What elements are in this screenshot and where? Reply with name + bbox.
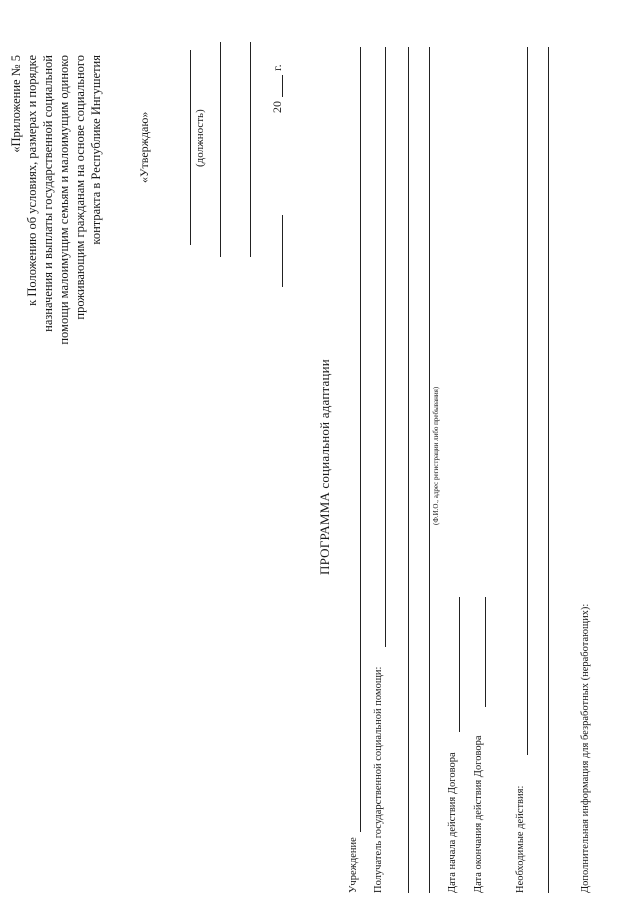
contract-end-line (485, 597, 486, 707)
contract-start-label: Дата начала действия Договора (447, 752, 458, 893)
appendix-number: «Приложение № 5 (9, 55, 23, 153)
approval-date-day-line (282, 215, 283, 287)
approval-year-line (282, 75, 283, 97)
approval-year-suffix: г. (270, 64, 284, 71)
recipient-line-1 (385, 47, 386, 647)
appendix-line-6: контракта в Республике Ингушетия (89, 55, 103, 245)
institution-label: Учреждение (348, 837, 359, 893)
actions-label: Необходимые действия: (515, 785, 526, 893)
appendix-line-4: помощи малоимущим семьям и малоимущим одиноко (57, 55, 71, 345)
additional-info-label: Дополнительная информация для безработных (неработающих): (580, 603, 591, 893)
approval-year-prefix: 20 (270, 101, 284, 113)
appendix-line-5: проживающим гражданам на основе социального (73, 55, 87, 320)
recipient-label: Получатель государственной социальной помощи: (373, 666, 384, 893)
fio-caption: (Ф.И.О., адрес регистрации либо пребывания) (432, 386, 440, 525)
contract-end-label: Дата окончания действия Договора (473, 735, 484, 893)
recipient-line-3 (429, 47, 430, 893)
contract-start-line (459, 597, 460, 732)
approval-position-caption: (должность) (194, 109, 206, 167)
page-title: ПРОГРАММА социальной адаптации (317, 359, 332, 575)
approval-line-3 (250, 42, 251, 257)
actions-line-2 (548, 47, 549, 893)
institution-line (360, 47, 361, 832)
approval-line-2 (220, 42, 221, 257)
approval-label: «Утверждаю» (137, 111, 151, 183)
recipient-line-2 (408, 47, 409, 893)
appendix-line-2: к Положению об условиях, размерах и порядке (25, 55, 39, 306)
actions-line-1 (527, 47, 528, 755)
approval-position-line (190, 50, 191, 245)
appendix-line-3: назначения и выплаты государственной социальной (41, 55, 55, 332)
appendix-header (8, 55, 104, 345)
